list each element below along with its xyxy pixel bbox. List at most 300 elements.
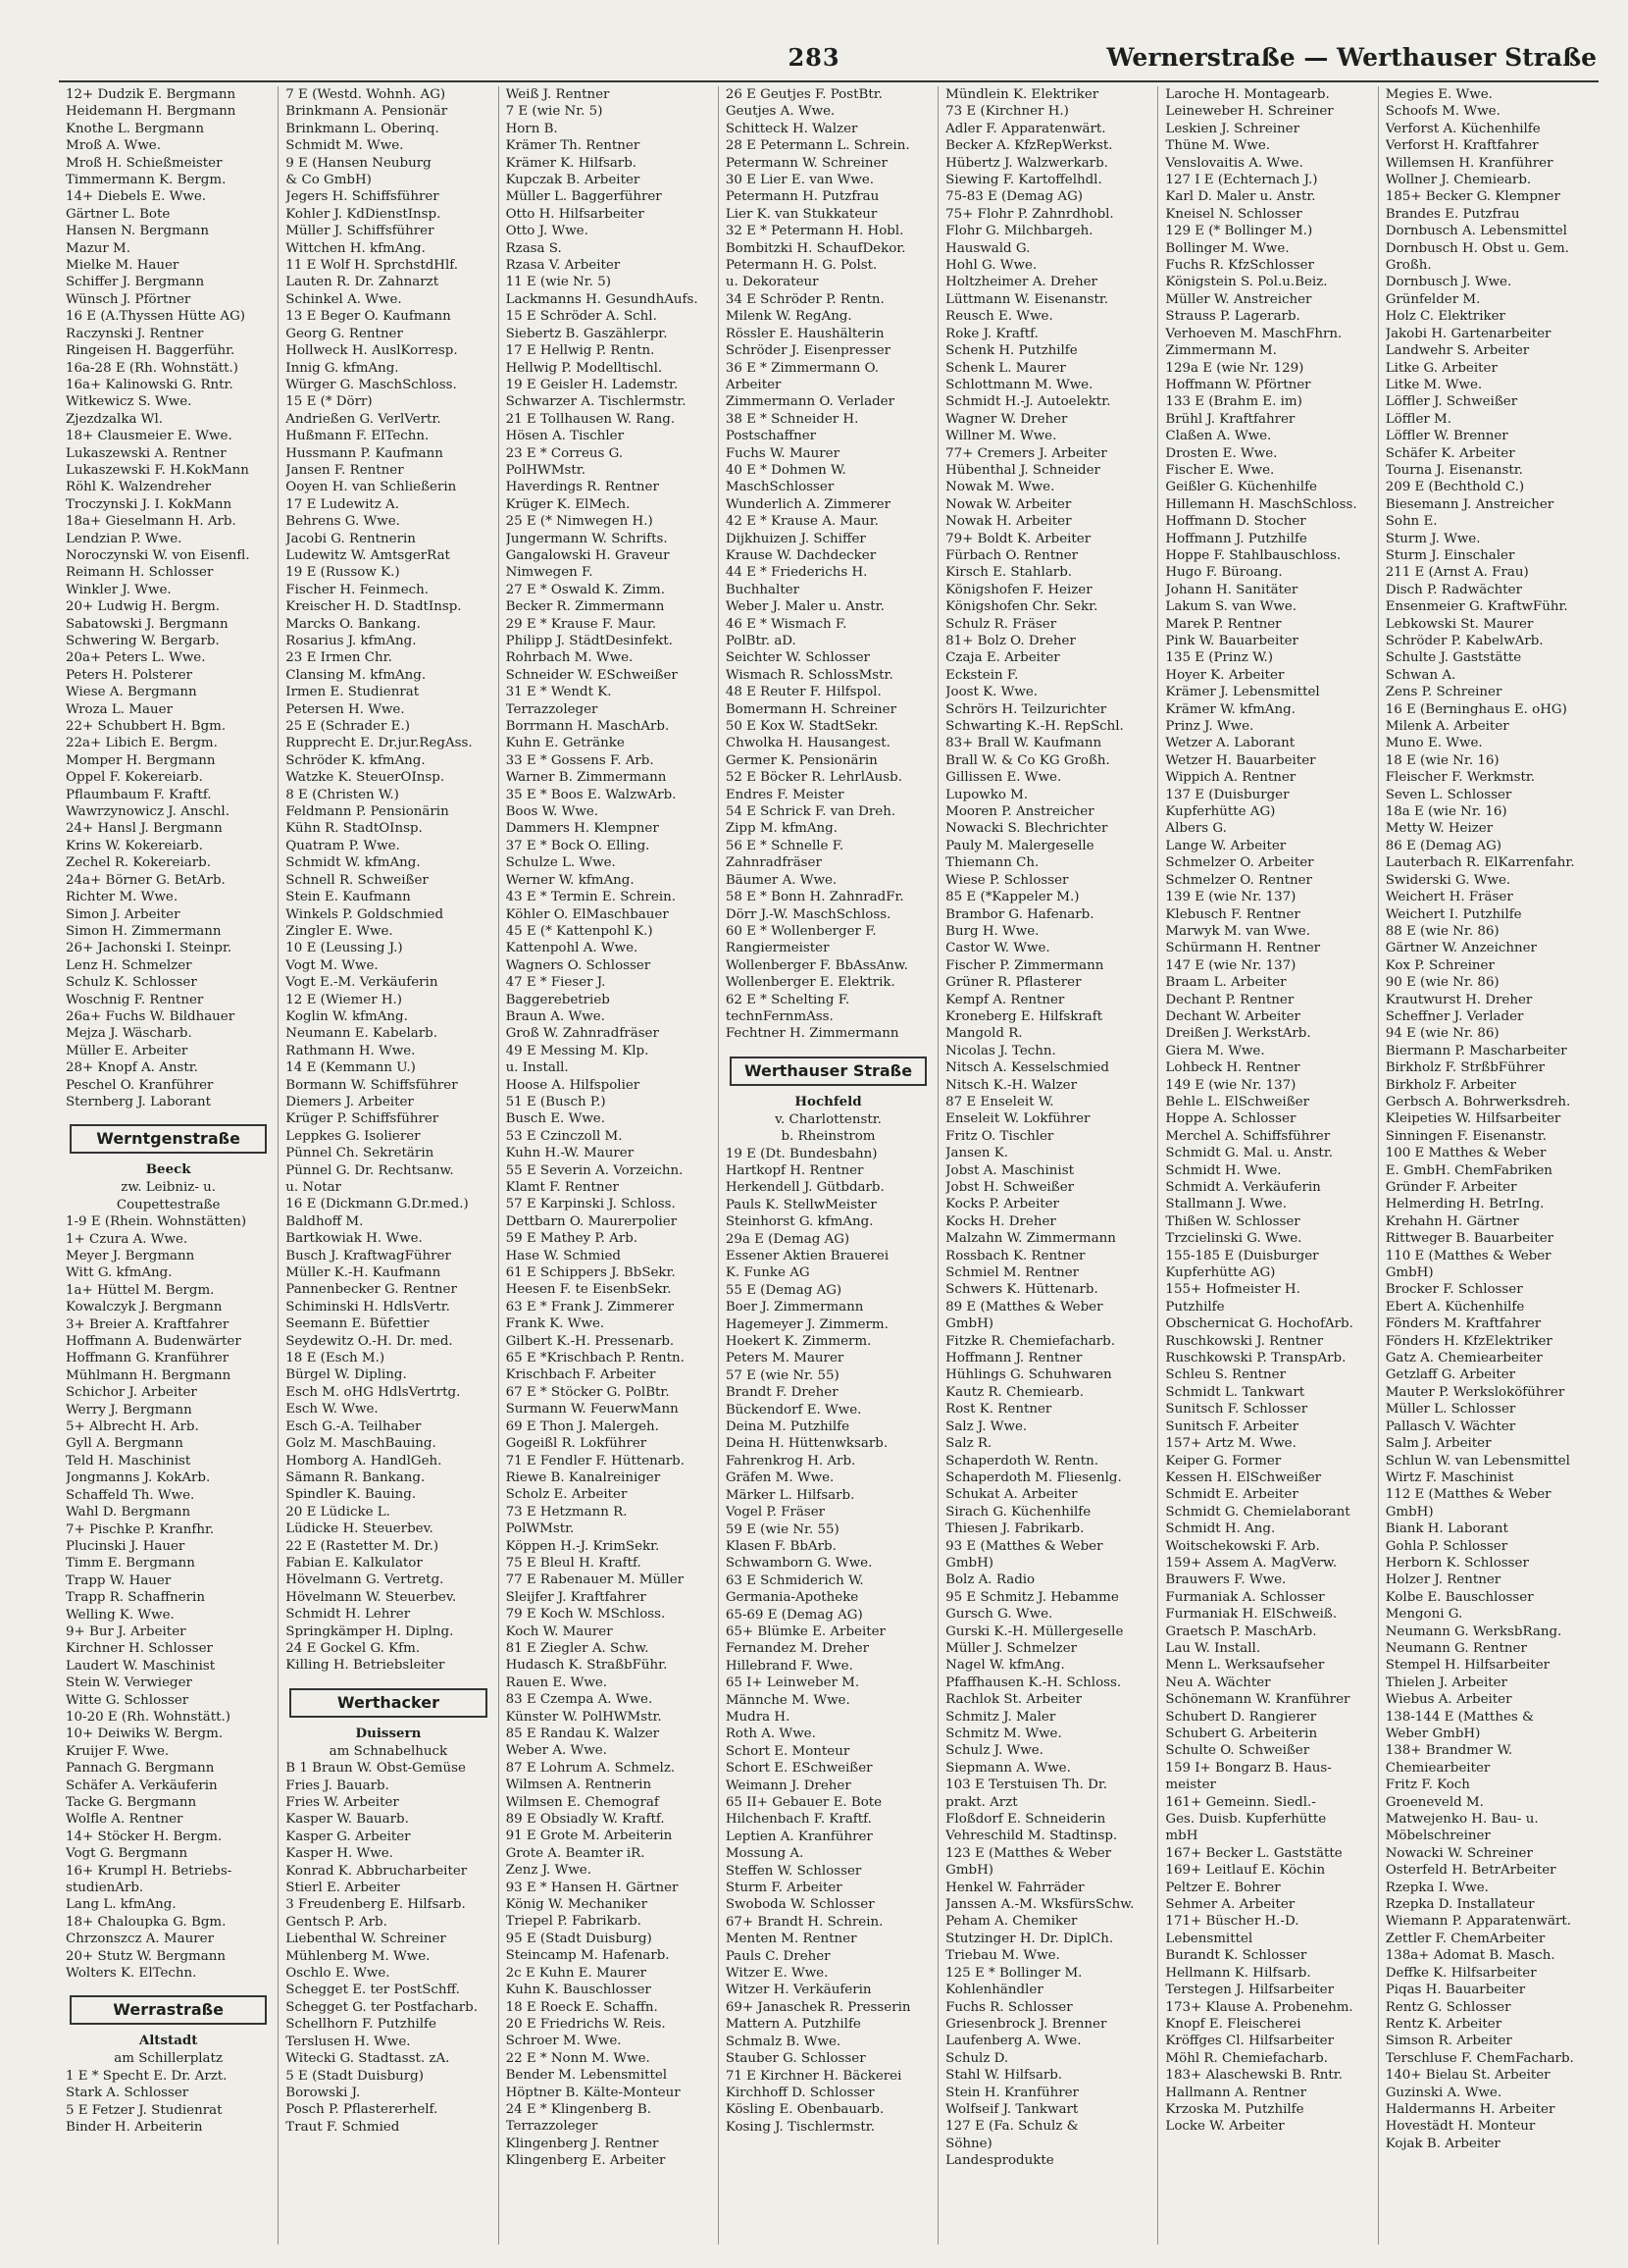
entry-line: Philipp J. StädtDesinfekt. <box>505 634 673 648</box>
entry-line: 22 E * Nonn M. Wwe. <box>505 2050 650 2066</box>
entry-line: Heidemann H. Bergmann <box>66 104 236 120</box>
entry-line: Diemers J. Arbeiter <box>285 1094 414 1109</box>
entry-line: 13 E Beger O. Kaufmann <box>285 309 451 325</box>
entry-line: 59 E Mathey P. Arb. <box>505 1231 638 1247</box>
entry-line: 171+ Büscher H.-D. <box>1165 1914 1299 1930</box>
entry-line: Wiese A. Bergmann <box>66 685 197 700</box>
entry-line: Fahrenkrog H. Arb. <box>725 1453 856 1469</box>
entry-line: Behle L. ElSchweißer <box>1165 1094 1309 1109</box>
entry-line: Schaperdoth W. Rentn. <box>945 1453 1099 1469</box>
entry-line: Stahl W. Hilfsarb. <box>945 2068 1063 2084</box>
entry-line: Lauten R. Dr. Zahnarzt <box>285 275 439 290</box>
entry-line: GmbH) <box>945 1555 994 1571</box>
entry-line: Gohla P. Schlosser <box>1385 1538 1508 1554</box>
entry-line: Chrzonszcz A. Maurer <box>66 1932 214 1947</box>
entry-line: Grote A. Beamter iR. <box>505 1845 645 1861</box>
district-name: Hochfeld <box>794 1093 862 1109</box>
entry-line: 10+ Deiwiks W. Bergm. <box>66 1727 224 1742</box>
entry-line: Pink W. Bauarbeiter <box>1165 634 1298 648</box>
entry-line: Schwarzer A. Tischlermstr. <box>505 394 687 410</box>
entry-line: Kuhn H.-W. Maurer <box>505 1146 635 1161</box>
entry-line: Menten M. Rentner <box>725 1932 857 1947</box>
entry-line: 75+ Flohr P. Zahnrdhobl. <box>945 206 1114 222</box>
entry-line: Brandes E. Putzfrau <box>1385 206 1520 222</box>
entry-line: Kroneberg E. Hilfskraft <box>945 1008 1103 1024</box>
entry-line: 90 E (wie Nr. 86) <box>1385 975 1500 991</box>
entry-line: Krämer K. Hilfsarb. <box>505 155 637 171</box>
entry-line: Riewe B. Kanalreiniger <box>505 1469 661 1485</box>
entry-line: 55 E (Demag AG) <box>725 1282 842 1298</box>
entry-line: u. Install. <box>505 1060 569 1076</box>
entry-line: Stein H. Kranführer <box>945 2085 1079 2100</box>
entry-line: Zettler F. ChemArbeiter <box>1385 1931 1546 1946</box>
entry-line: Getzlaff G. Arbeiter <box>1385 1367 1516 1383</box>
entry-line: Gilbert K.-H. Pressenarb. <box>505 1333 675 1349</box>
entry-line: Konrad K. Abbrucharbeiter <box>285 1863 468 1879</box>
entry-line: 1-9 E (Rhein. Wohnstätten) <box>66 1214 247 1230</box>
entry-line: Mengoni G. <box>1385 1607 1463 1623</box>
entry-line: Landesprodukte <box>945 2153 1054 2169</box>
entry-line: Lange W. Arbeiter <box>1165 838 1287 853</box>
entry-line: Prinz J. Wwe. <box>1165 719 1254 735</box>
entry-line: Welling K. Wwe. <box>66 1607 175 1623</box>
entry-line: Lenz H. Schmelzer <box>66 957 192 973</box>
entry-line: Zipp M. kfmAng. <box>725 821 838 837</box>
entry-line: Birkholz F. Arbeiter <box>1385 1077 1516 1093</box>
directory-columns <box>59 86 1599 2244</box>
entry-line: Wollenberger F. BbAssAnw. <box>725 957 908 973</box>
entry-line: Schwarting K.-H. RepSchl. <box>945 719 1124 735</box>
entry-line: 69+ Janaschek R. Presserin <box>725 1999 911 2015</box>
entry-line: Disch P. Radwächter <box>1385 582 1523 597</box>
entry-line: Endres F. Meister <box>725 787 844 802</box>
entry-line: 16a-28 E (Rh. Wohnstätt.) <box>66 360 238 376</box>
entry-line: K. Funke AG <box>725 1265 810 1281</box>
entry-line: Castor W. Wwe. <box>945 941 1050 956</box>
entry-line: Matwejenko H. Bau- u. <box>1385 1812 1539 1828</box>
entry-line: Jobst H. Schweißer <box>945 1180 1075 1195</box>
entry-line: Müller E. Arbeiter <box>66 1043 188 1058</box>
entry-line: Hoyer K. Arbeiter <box>1165 667 1285 683</box>
entry-line: Schmiel M. Rentner <box>945 1265 1080 1281</box>
entry-line: Dechant W. Arbeiter <box>1165 1008 1300 1024</box>
entry-line: Rzepka D. Installateur <box>1385 1897 1535 1913</box>
entry-line: 183+ Alaschewski B. Rntr. <box>1165 2068 1343 2084</box>
entry-line: Plucinski J. Hauer <box>66 1538 185 1554</box>
directory-column <box>499 86 719 2244</box>
entry-line: Geißler G. Küchenhilfe <box>1165 480 1317 495</box>
entry-line: Ludewitz W. AmtsgerRat <box>285 547 450 563</box>
entry-line: E. GmbH. ChemFabriken <box>1385 1162 1552 1178</box>
entry-line: Müller K.-H. Kaufmann <box>285 1265 441 1281</box>
entry-line: Seven L. Schlosser <box>1385 787 1512 802</box>
entry-line: Trzcielinski G. Wwe. <box>1165 1231 1302 1247</box>
entry-line: 32 E * Petermann H. Hobl. <box>725 224 904 239</box>
entry-line: Lupowko M. <box>945 787 1029 802</box>
district-name: Duissern <box>355 1725 422 1741</box>
entry-line: Fuchs R. Schlosser <box>945 1999 1073 2015</box>
entry-line: 22a+ Libich E. Bergm. <box>66 736 218 751</box>
entry-line: Hösen A. Tischler <box>505 429 624 444</box>
entry-line: 67 E * Stöcker G. PolBtr. <box>505 1384 670 1400</box>
entry-line: Weber A. Wwe. <box>505 1743 607 1759</box>
entry-line: Schiminski H. HdlsVertr. <box>285 1299 450 1314</box>
entry-line: Mühlmann H. Bergmann <box>66 1367 231 1383</box>
entry-line: 65 I+ Leinweber M. <box>725 1675 860 1691</box>
entry-line: Fuchs R. KfzSchlosser <box>1165 258 1314 274</box>
entry-line: 83 E Czempa A. Wwe. <box>505 1692 653 1708</box>
entry-line: Kühn R. StadtOInsp. <box>285 821 423 837</box>
entry-line: Pflaumbaum F. Kraftf. <box>66 787 212 802</box>
entry-line: Wolfseif J. Tankwart <box>945 2101 1079 2117</box>
page-number: 283 <box>788 43 840 72</box>
entry-line: Salm J. Arbeiter <box>1385 1436 1492 1452</box>
entry-line: Wawrzynowicz J. Anschl. <box>66 804 229 820</box>
entry-line: Stutzinger H. Dr. DiplCh. <box>945 1931 1114 1946</box>
entry-line: Venslovaitis A. Wwe. <box>1165 155 1303 171</box>
entry-line: Borrmann H. MaschArb. <box>505 719 670 735</box>
entry-line: Schaffeld Th. Wwe. <box>66 1487 195 1503</box>
entry-line: Schulte J. Gaststätte <box>1385 650 1522 666</box>
entry-line: Deina M. Putzhilfe <box>725 1419 850 1435</box>
directory-column <box>59 86 279 2244</box>
entry-line: Chemiearbeiter <box>1385 1760 1491 1776</box>
entry-line: Krautwurst H. Dreher <box>1385 992 1533 1007</box>
entry-line: Rzepka I. Wwe. <box>1385 1880 1489 1895</box>
header-rule <box>59 80 1599 82</box>
entry-line: Männche M. Wwe. <box>725 1692 850 1708</box>
entry-line: Jegers H. Schiffsführer <box>285 189 439 205</box>
entry-line: Wroza L. Mauer <box>66 701 173 717</box>
entry-line: Griesenbrock J. Brenner <box>945 2016 1107 2032</box>
entry-line: Gogeißl R. Lokführer <box>505 1436 647 1452</box>
entry-line: 173+ Klause A. Probenehm. <box>1165 1999 1353 2015</box>
entry-line: Wiebus A. Arbeiter <box>1385 1692 1512 1708</box>
entry-line: Traut F. Schmied <box>285 2119 400 2135</box>
entry-line: 58 E * Bonn H. ZahnradFr. <box>725 890 904 905</box>
entry-line: Schneider W. ESchweißer <box>505 667 678 683</box>
entry-line: Holtzheimer A. Dreher <box>945 275 1097 290</box>
entry-line: Hugo F. Büroang. <box>1165 565 1283 581</box>
entry-line: Schäfer K. Arbeiter <box>1385 445 1515 461</box>
entry-line: 26a+ Fuchs W. Bildhauer <box>66 1008 235 1024</box>
entry-line: Möhl R. Chemiefacharb. <box>1165 2050 1328 2066</box>
entry-line: Menn L. Werksaufseher <box>1165 1658 1325 1674</box>
entry-line: Hellmann K. Hilfsarb. <box>1165 1965 1311 1981</box>
entry-line: Esch G.-A. Teilhaber <box>285 1418 422 1434</box>
entry-line: 21 E Tollhausen W. Rang. <box>505 411 676 427</box>
entry-line: Hillebrand F. Wwe. <box>725 1658 853 1674</box>
entry-line: Hoppe F. Stahlbauschloss. <box>1165 547 1342 563</box>
entry-line: Petersen H. Wwe. <box>285 701 405 717</box>
entry-line: Schiffer J. Bergmann <box>66 275 205 290</box>
entry-line: 85 E (*Kappeler M.) <box>945 890 1080 905</box>
entry-line: Burandt K. Schlosser <box>1165 1948 1307 1964</box>
entry-line: Meyer J. Bergmann <box>66 1249 195 1263</box>
entry-line: Trapp R. Schaffnerin <box>66 1590 205 1606</box>
entry-line: 185+ Becker G. Klempner <box>1385 189 1560 205</box>
entry-line: 56 E * Schnelle F. <box>725 838 844 853</box>
entry-line: Mauter P. Werksloköführer <box>1385 1384 1565 1400</box>
entry-line: 157+ Artz M. Wwe. <box>1165 1436 1297 1452</box>
entry-line: Zenz J. Wwe. <box>505 1863 591 1879</box>
entry-line: Mielke M. Hauer <box>66 258 179 274</box>
entry-line: Schaperdoth M. Fliesenlg. <box>945 1469 1122 1485</box>
entry-line: Behrens G. Wwe. <box>285 514 400 530</box>
entry-line: Pünnel G. Dr. Rechtsanw. <box>285 1162 454 1178</box>
entry-line: Schulz R. Fräser <box>945 616 1057 632</box>
entry-line: Kösling E. Obenbauarb. <box>725 2102 885 2118</box>
entry-line: Wünsch J. Pförtner <box>66 291 191 307</box>
directory-column <box>279 86 498 2244</box>
entry-line: Weichert I. Putzhilfe <box>1385 906 1522 922</box>
entry-line: Nowacki W. Schreiner <box>1385 1845 1533 1861</box>
entry-line: 2c E Kuhn E. Maurer <box>505 1965 647 1981</box>
street-heading: Werthacker <box>289 1688 486 1718</box>
entry-line: 5+ Albrecht H. Arb. <box>66 1419 199 1435</box>
entry-line: Witt G. kfmAng. <box>66 1265 173 1281</box>
entry-line: Hallmann A. Rentner <box>1165 2085 1306 2100</box>
entry-line: Chwolka H. Hausangest. <box>725 736 890 751</box>
entry-line: 18+ Clausmeier E. Wwe. <box>66 429 232 444</box>
entry-line: 63 E Schmiderich W. <box>725 1572 864 1588</box>
entry-line: Krüger K. ElMech. <box>505 496 631 512</box>
entry-line: Rathmann H. Wwe. <box>285 1043 416 1058</box>
entry-line: Germer K. Pensionärin <box>725 752 878 768</box>
entry-line: Kupferhütte AG) <box>1165 804 1276 820</box>
entry-line: 3+ Breier A. Kraftfahrer <box>66 1316 229 1332</box>
entry-line: Hußmann F. ElTechn. <box>285 429 430 444</box>
entry-line: 14+ Diebels E. Wwe. <box>66 189 207 205</box>
entry-line: 57 E Karpinski J. Schloss. <box>505 1197 676 1212</box>
entry-line: 83+ Brall W. Kaufmann <box>945 736 1102 751</box>
entry-line: Vogt E.-M. Verkäuferin <box>285 975 438 991</box>
district-range: am Schillerplatz <box>114 2051 223 2067</box>
entry-line: 95 E (Stadt Duisburg) <box>505 1931 652 1946</box>
entry-line: Witkewicz S. Wwe. <box>66 394 192 410</box>
entry-line: 73 E Hetzmann R. <box>505 1504 628 1520</box>
entry-line: Braun A. Wwe. <box>505 1008 605 1024</box>
entry-line: Herkendell J. Gütbdarb. <box>725 1180 885 1196</box>
entry-line: Petermann H. Putzfrau <box>725 189 880 205</box>
entry-line: Busch E. Wwe. <box>505 1111 605 1127</box>
entry-line: Momper H. Bergmann <box>66 752 216 768</box>
entry-line: Rohrbach M. Wwe. <box>505 650 634 666</box>
entry-line: Flohr G. Milchbargeh. <box>945 224 1094 239</box>
entry-line: Rzasa V. Arbeiter <box>505 258 621 274</box>
entry-line: Kohlenhändler <box>945 1983 1043 1998</box>
entry-line: Dechant P. Rentner <box>1165 992 1295 1007</box>
entry-line: 63 E * Frank J. Zimmerer <box>505 1299 674 1314</box>
entry-line: Hövelmann G. Vertretg. <box>285 1572 444 1588</box>
entry-line: Salz J. Wwe. <box>945 1418 1028 1434</box>
entry-line: Raczynski J. Rentner <box>66 326 204 341</box>
entry-line: Wollner J. Chemiearb. <box>1385 173 1532 188</box>
entry-line: Wippich A. Rentner <box>1165 770 1297 786</box>
entry-line: mbH <box>1165 1829 1198 1844</box>
entry-line: Terstegen J. Hilfsarbeiter <box>1165 1983 1334 1998</box>
entry-line: Terrazzoleger <box>505 701 598 717</box>
entry-line: 29a E (Demag AG) <box>725 1231 850 1247</box>
entry-line: Bollinger M. Wwe. <box>1165 240 1290 256</box>
entry-line: Groß W. Zahnradfräser <box>505 1026 659 1042</box>
entry-line: 89 E Obsiadly W. Kraftf. <box>505 1812 665 1828</box>
entry-line: Willner M. Wwe. <box>945 429 1057 444</box>
entry-line: Wilmsen E. Chemograf <box>505 1794 659 1810</box>
entry-line: Schmidt H. Lehrer <box>285 1607 411 1623</box>
entry-line: 125 E * Bollinger M. <box>945 1965 1083 1981</box>
entry-line: 52 E Böcker R. LehrlAusb. <box>725 770 902 786</box>
entry-line: 1 E * Specht E. Dr. Arzt. <box>66 2068 228 2084</box>
entry-line: Kreischer H. D. StadtInsp. <box>285 599 462 615</box>
district-range: v. Charlottenstr. <box>775 1111 882 1127</box>
entry-line: Wolfle A. Rentner <box>66 1812 183 1828</box>
entry-line: Willemsen H. Kranführer <box>1385 155 1553 171</box>
entry-line: Jobst A. Maschinist <box>945 1162 1074 1178</box>
entry-line: 43 E * Termin E. Schrein. <box>505 890 676 905</box>
entry-line: 65+ Blümke E. Arbeiter <box>725 1624 886 1639</box>
entry-line: 55 E Severin A. Vorzeichn. <box>505 1162 684 1178</box>
entry-line: Wahl D. Bergmann <box>66 1505 191 1521</box>
entry-line: Schröder J. Eisenpresser <box>725 343 891 359</box>
entry-line: Kuhn E. Getränke <box>505 736 625 751</box>
entry-line: Fabian E. Kalkulator <box>285 1555 423 1571</box>
entry-line: Steinhorst G. kfmAng. <box>725 1214 874 1230</box>
entry-line: Litke M. Wwe. <box>1385 377 1483 392</box>
entry-line: Schulze L. Wwe. <box>505 855 616 871</box>
entry-line: 69 E Thon J. Malergeh. <box>505 1418 659 1434</box>
entry-line: Sturm F. Arbeiter <box>725 1881 842 1896</box>
entry-line: Wunderlich A. Zimmerer <box>725 496 890 512</box>
entry-line: Zjezdzalka Wl. <box>66 411 163 427</box>
entry-line: Trapp W. Hauer <box>66 1572 172 1588</box>
entry-line: Piqas H. Bauarbeiter <box>1385 1983 1526 1998</box>
entry-line: Schukat A. Arbeiter <box>945 1487 1078 1503</box>
entry-line: 18+ Chaloupka G. Bgm. <box>66 1914 227 1930</box>
entry-line: 95 E Schmitz J. Hebamme <box>945 1589 1119 1605</box>
entry-line: Wagner W. Dreher <box>945 411 1068 427</box>
entry-line: Horn B. <box>505 121 558 136</box>
entry-line: Rittweger B. Bauarbeiter <box>1385 1231 1554 1247</box>
entry-line: Esch W. Wwe. <box>285 1402 379 1418</box>
entry-line: Milenk A. Arbeiter <box>1385 719 1509 735</box>
entry-line: Biermann P. Mascharbeiter <box>1385 1043 1567 1058</box>
entry-line: Krins W. Kokereiarb. <box>66 838 203 853</box>
entry-line: Hilchenbach F. Kraftf. <box>725 1812 872 1828</box>
entry-line: Höptner B. Kälte-Monteur <box>505 2085 681 2100</box>
entry-line: Salz R. <box>945 1436 992 1452</box>
entry-line: Lebensmittel <box>1165 1931 1253 1946</box>
entry-line: Guzinski A. Wwe. <box>1385 2085 1502 2100</box>
entry-line: Haldermanns H. Arbeiter <box>1385 2101 1555 2117</box>
entry-line: Peters M. Maurer <box>725 1351 844 1366</box>
entry-line: Schort E. Monteur <box>725 1743 850 1759</box>
entry-line: Wagners O. Schlosser <box>505 957 651 973</box>
entry-line: 12+ Dudzik E. Bergmann <box>66 87 236 102</box>
entry-line: Megies E. Wwe. <box>1385 87 1493 102</box>
entry-line: Herborn K. Schlosser <box>1385 1555 1529 1571</box>
entry-line: Stierl E. Arbeiter <box>285 1881 400 1896</box>
entry-line: Posch P. Pflastererhelf. <box>285 2102 438 2118</box>
entry-line: Mühlenberg M. Wwe. <box>285 1948 431 1964</box>
entry-line: Hoffmann W. Pförtner <box>1165 377 1311 392</box>
entry-line: 37 E * Bock O. Elling. <box>505 838 650 853</box>
entry-line: Wollenberger E. Elektrik. <box>725 975 895 991</box>
entry-line: Schmidt W. kfmAng. <box>285 855 421 871</box>
entry-line: Baldhoff M. <box>285 1213 364 1229</box>
entry-line: Löffler J. Schweißer <box>1385 394 1518 410</box>
entry-line: 7 E (wie Nr. 5) <box>505 104 603 120</box>
street-heading: Werthauser Straße <box>730 1057 927 1086</box>
entry-line: Weimann J. Dreher <box>725 1778 851 1793</box>
entry-line: Clansing M. kfmAng. <box>285 667 427 683</box>
entry-line: 53 E Czinczoll M. <box>505 1128 623 1144</box>
entry-line: Fischer E. Wwe. <box>1165 462 1275 478</box>
entry-line: 17 E Ludewitz A. <box>285 496 399 512</box>
entry-line: PolWMstr. <box>505 1521 575 1537</box>
entry-line: Verforst A. Küchenhilfe <box>1385 121 1541 136</box>
entry-line: Homborg A. HandlGeh. <box>285 1453 442 1469</box>
entry-line: Thiemann Ch. <box>945 855 1040 871</box>
entry-line: Schmidt A. Verkäuferin <box>1165 1180 1321 1195</box>
district-name: Beeck <box>145 1161 191 1178</box>
entry-line: Troczynski J. I. KokMann <box>66 496 232 512</box>
entry-line: Wiemann P. Apparatenwärt. <box>1385 1914 1572 1930</box>
entry-line: Kasper H. Wwe. <box>285 1846 393 1862</box>
entry-line: 81 E Ziegler A. Schw. <box>505 1640 649 1656</box>
entry-line: 79+ Boldt K. Arbeiter <box>945 531 1092 546</box>
entry-line: 169+ Leitlauf E. Köchin <box>1165 1863 1326 1879</box>
entry-line: Sämann R. Bankang. <box>285 1469 426 1485</box>
entry-line: Künster W. PolHWMstr. <box>505 1709 662 1725</box>
entry-line: Brinkmann L. Oberinq. <box>285 121 439 136</box>
entry-line: Rost K. Rentner <box>945 1402 1052 1418</box>
entry-line: Löffler M. <box>1385 411 1452 427</box>
entry-line: 211 E (Arnst A. Frau) <box>1385 565 1529 581</box>
entry-line: Lang L. kfmAng. <box>66 1897 177 1913</box>
entry-line: Deffke K. Hilfsarbeiter <box>1385 1965 1537 1981</box>
entry-line: Schenk L. Maurer <box>945 360 1066 376</box>
entry-line: Müller W. Anstreicher <box>1165 291 1312 307</box>
entry-line: 22+ Schubbert H. Bgm. <box>66 719 227 735</box>
entry-line: Knopf E. Fleischerei <box>1165 2016 1301 2032</box>
entry-line: Schürmann H. Rentner <box>1165 941 1321 956</box>
entry-line: Rachlok St. Arbeiter <box>945 1692 1082 1708</box>
entry-line: Esch M. oHG HdlsVertrtg. <box>285 1384 461 1400</box>
directory-column <box>1158 86 1378 2244</box>
entry-line: Schenk H. Putzhilfe <box>945 343 1078 359</box>
entry-line: 26+ Jachonski I. Steinpr. <box>66 941 232 956</box>
entry-line: Fechtner H. Zimmermann <box>725 1026 899 1042</box>
entry-line: 81+ Bolz O. Dreher <box>945 634 1076 648</box>
entry-line: 147 E (wie Nr. 137) <box>1165 957 1297 973</box>
entry-line: 71 E Kirchner H. Bäckerei <box>725 2068 902 2084</box>
entry-line: Nowak W. Arbeiter <box>945 496 1072 512</box>
entry-line: 110 E (Matthes & Weber <box>1385 1248 1552 1263</box>
entry-line: 91 E Grote M. Arbeiterin <box>505 1829 673 1844</box>
entry-line: Kessen H. ElSchweißer <box>1165 1469 1322 1485</box>
entry-line: 44 E * Friederichs H. <box>725 565 868 581</box>
street-heading: Werntgenstraße <box>70 1124 267 1154</box>
entry-line: Hübertz J. Walzwerkarb. <box>945 155 1108 171</box>
entry-line: Brambor G. Hafenarb. <box>945 906 1094 922</box>
entry-line: technFernmAss. <box>725 1008 834 1024</box>
entry-line: Mattern A. Putzhilfe <box>725 2017 861 2033</box>
entry-line: Weiß J. Rentner <box>505 87 610 102</box>
entry-line: Schmidt G. Chemielaborant <box>1165 1504 1350 1520</box>
entry-line: Watzke K. SteuerOInsp. <box>285 770 445 786</box>
entry-line: Hussmann P. Kaufmann <box>285 445 443 461</box>
